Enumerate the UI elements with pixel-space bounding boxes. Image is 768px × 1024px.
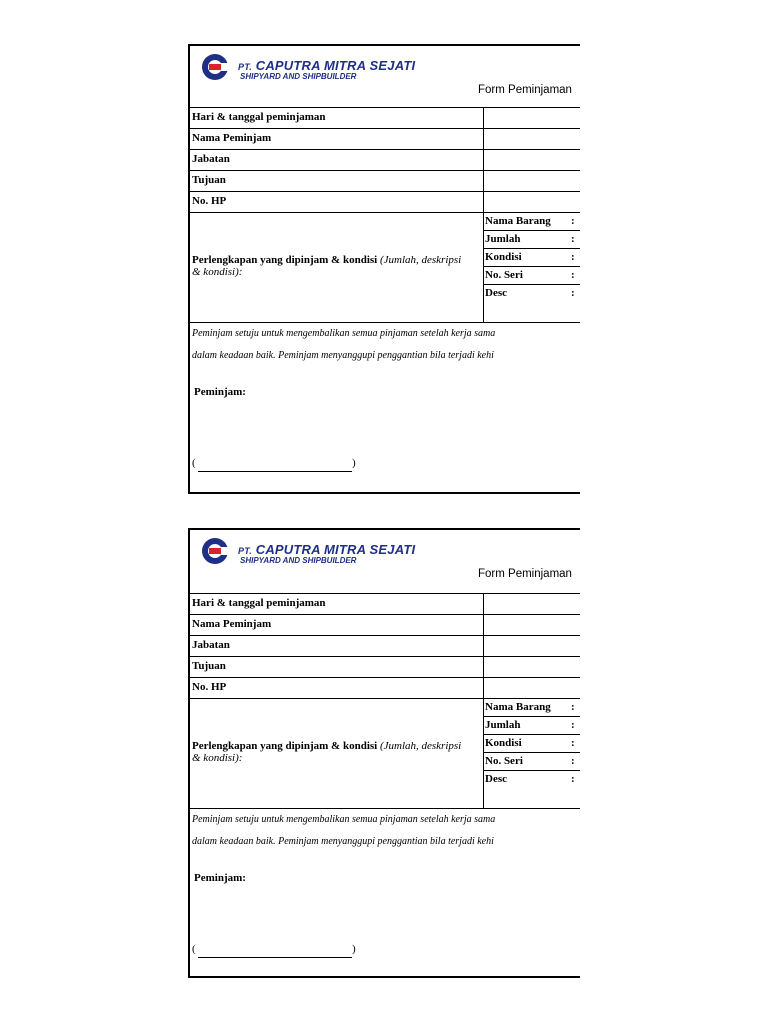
statement-line: dalam keadaan baik. Peminjam menyanggupi penggantian bila terjadi kehi — [192, 836, 494, 847]
agreement-statement — [190, 808, 580, 847]
field-row-date — [190, 593, 580, 614]
company-logo-icon — [200, 536, 230, 566]
field-row-purpose — [190, 656, 580, 677]
form-title: Form Peminjaman — [478, 84, 572, 96]
equipment-item-row: No. Seri : — [483, 753, 580, 771]
field-row-purpose — [190, 170, 580, 191]
company-logo-icon — [200, 52, 230, 82]
field-label: Tujuan — [192, 174, 226, 186]
equipment-section — [190, 698, 580, 808]
equipment-item-row: Nama Barang : — [483, 213, 580, 231]
equipment-item-row: No. Seri : — [483, 267, 580, 285]
equipment-item-row: Jumlah : — [483, 717, 580, 735]
field-row-name — [190, 614, 580, 635]
field-label: Jabatan — [192, 639, 230, 651]
field-label: Hari & tanggal peminjaman — [192, 111, 326, 123]
field-label: No. HP — [192, 195, 227, 207]
field-row-date — [190, 107, 580, 128]
company-tagline: SHIPYARD AND SHIPBUILDER — [240, 72, 357, 81]
field-row-position — [190, 149, 580, 170]
company-name: PT. CAPUTRA MITRA SEJATI — [238, 58, 416, 73]
equipment-section — [190, 212, 580, 322]
equipment-item-row: Kondisi : — [483, 735, 580, 753]
equipment-item-row: Jumlah : — [483, 231, 580, 249]
field-label: Nama Peminjam — [192, 618, 272, 630]
company-name: PT. CAPUTRA MITRA SEJATI — [238, 542, 416, 557]
equipment-item-row: Nama Barang : — [483, 699, 580, 717]
field-row-name — [190, 128, 580, 149]
equipment-label: Perlengkapan yang dipinjam & kondisi (Jumlah, deskripsi & kondisi): — [192, 740, 462, 764]
field-row-phone — [190, 677, 580, 698]
field-row-position — [190, 635, 580, 656]
statement-line: dalam keadaan baik. Peminjam menyanggupi penggantian bila terjadi kehi — [192, 350, 494, 361]
equipment-item-row: Desc : — [485, 773, 575, 785]
form-title: Form Peminjaman — [478, 568, 572, 580]
field-label: Nama Peminjam — [192, 132, 272, 144]
borrower-label: Peminjam: — [194, 872, 246, 884]
company-tagline: SHIPYARD AND SHIPBUILDER — [240, 556, 357, 565]
field-label: Jabatan — [192, 153, 230, 165]
statement-line: Peminjam setuju untuk mengembalikan semua pinjaman setelah kerja sama — [192, 328, 496, 339]
field-label: No. HP — [192, 681, 227, 693]
loan-form: PT. CAPUTRA MITRA SEJATI SHIPYARD AND SHIPBUILDER Form Peminjaman Hari & tanggal peminjaman Nama Peminjam Jabatan Tujuan No. HP Perlengkapan yang dipinjam & kondisi (Jumlah, deskripsi & kondisi): Nama Barang : Jumlah : Kondisi : No. Seri : Desc : Peminjam setuju untuk mengembalikan semua pinjaman setelah kerja sama dalam keadaan baik. Peminjam menyanggupi penggantian bila terjadi kehi Peminjam: ( ) — [188, 44, 580, 494]
equipment-label: Perlengkapan yang dipinjam & kondisi (Jumlah, deskripsi & kondisi): — [192, 254, 462, 278]
statement-line: Peminjam setuju untuk mengembalikan semua pinjaman setelah kerja sama — [192, 814, 496, 825]
equipment-item-row: Desc : — [485, 287, 575, 299]
company-logo — [200, 52, 420, 82]
agreement-statement — [190, 322, 580, 361]
loan-form: PT. CAPUTRA MITRA SEJATI SHIPYARD AND SHIPBUILDER Form Peminjaman Hari & tanggal peminjaman Nama Peminjam Jabatan Tujuan No. HP Perlengkapan yang dipinjam & kondisi (Jumlah, deskripsi & kondisi): Nama Barang : Jumlah : Kondisi : No. Seri : Desc : Peminjam setuju untuk mengembalikan semua pinjaman setelah kerja sama dalam keadaan baik. Peminjam menyanggupi penggantian bila terjadi kehi Peminjam: ( ) — [188, 528, 580, 978]
field-label: Tujuan — [192, 660, 226, 672]
field-label: Hari & tanggal peminjaman — [192, 597, 326, 609]
field-row-phone — [190, 191, 580, 212]
borrower-label: Peminjam: — [194, 386, 246, 398]
company-logo — [200, 536, 420, 566]
equipment-item-row: Kondisi : — [483, 249, 580, 267]
